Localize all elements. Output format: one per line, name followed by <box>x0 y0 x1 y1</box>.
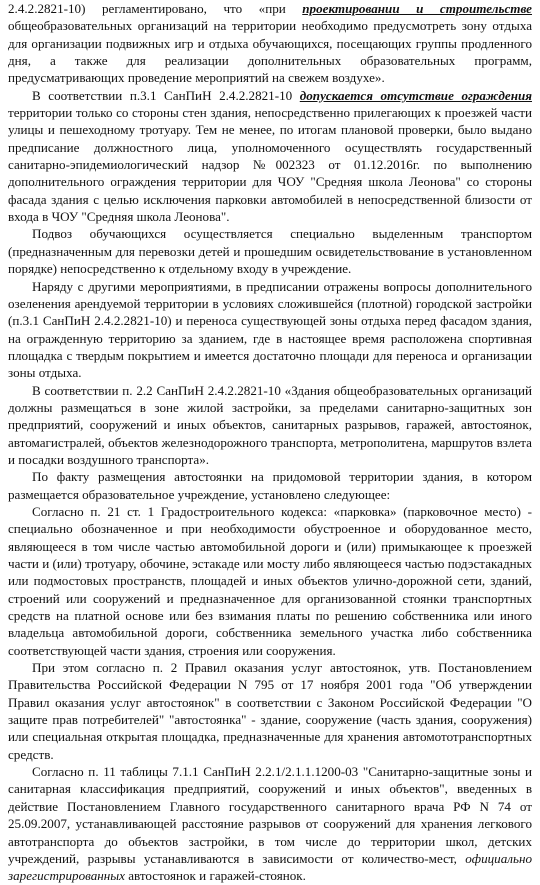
text-run: автостоянок и гаражей-стоянок. <box>124 868 306 884</box>
paragraph <box>8 503 532 659</box>
text-run: По факту размещения автостоянки на придомовой территории здания, в котором размещается образовательное учреждение, установлено следующее: <box>8 469 532 502</box>
text-run: Наряду с другими мероприятиями, в предписании отражены вопросы дополнительного озеленения арендуемой территории в условиях сложившейся (плотной) городской застройки (п.3.1 СанПиН 2.4.2.2821-10) и переноса существующей зоны отдыха перед фасадом здания, на огражденную территорию за зданием, где в настоящее время расположена спортивная площадка с твердым покрытием и имеется достаточно площади для переноса и организации зоны отдыха. <box>8 278 532 381</box>
text-run: территории только со стороны стен здания, непосредственно прилегающих к проезжей части улицы и пешеходному тротуару. Тем не менее, по итогам плановой проверки, было выдано предписание должностного лица, уполномоченного осуществлять государственный санитарно-эпидемиологический надзор №002323 от 01.12.2016г. по выполнению дополнительного ограждения территории для ЧОУ "Средняя школа Леонова" со стороны фасада здания с целью исключения парковки автомобилей в непосредственной близости от входа в ЧОУ "Средняя школа Леонова". <box>8 105 532 225</box>
text-run: В соответствии п.3.1 СанПиН 2.4.2.2821-10 <box>32 87 300 103</box>
paragraph <box>8 468 532 503</box>
paragraph <box>8 763 532 884</box>
text-run: Подвоз обучающихся осуществляется специально выделенным транспортом (предназначенным для перевозки детей и прошедшим освидетельствование в установленном порядке) непосредственно к отдельному входу в учреждение. <box>8 226 532 277</box>
emphasized-text: допускается отсутствие ограждения <box>299 87 532 103</box>
emphasized-text: проектировании и строительстве <box>302 1 532 16</box>
text-run: Согласно п. 21 ст. 1 Градостроительного кодекса: «парковка» (парковочное место) - специально обозначенное и при необходимости обустроенное и оборудованное место, являющееся в том числе частью автомобильной дороги и (или) примыкающее к проезжей части и (или) тротуару, обочине, эстакаде или мосту либо являющееся частью подэстакадных или подмостовых пространств, площадей и иных объектов улично-дорожной сети, зданий, строений или сооружений и предназначенное для организованной стоянки транспортных средств на платной основе или без взимания платы по решению собственника или иного владельца автомобильной дороги, собственника земельного участка либо собственника соответствующей части здания, строения или сооружения. <box>8 503 532 658</box>
paragraph <box>8 0 532 87</box>
paragraph <box>8 225 532 277</box>
text-run: общеобразовательных организаций на территории необходимо предусмотреть зону отдыха для организации подвижных игр и отдыха обучающихся, посещающих группы продленного дня, а также для реализации дополнительных образовательных программ, предусматривающих проведение мероприятий на свежем воздухе». <box>8 18 532 86</box>
text-run: Согласно п. 11 таблицы 7.1.1 СанПиН 2.2.1/2.1.1.1200-03 "Санитарно-защитные зоны и санитарная классификация предприятий, сооружений и иных объектов", введенных в действие Постановлением Главного государственного санитарного врача РФ N 74 от 25.09.2007, устанавливающей расстояние разрывов от сооружений для хранения легкового автотранспорта до объектов застройки, в том числе до территории школ, детских учреждений, разрывы устанавливаются в зависимости от количество-мест, <box>8 764 532 866</box>
paragraph <box>8 278 532 382</box>
paragraph <box>8 382 532 469</box>
paragraph <box>8 659 532 763</box>
paragraph <box>8 87 532 226</box>
document-body <box>8 0 532 885</box>
emphasized-text: официально зарегистрированных <box>8 850 532 884</box>
text-run: При этом согласно п. 2 Правил оказания услуг автостоянок, утв. Постановлением Правительства Российской Федерации N 795 от 17 ноября 2001 года "Об утверждении Правил оказания услуг автостоянок" в соответствии с Законом Российской Федерации "О защите прав потребителей" "автостоянка" - здание, сооружение (часть здания, сооружения) или специальная открытая площадка, предназначенные для хранения автомототранспортных средств. <box>8 660 532 762</box>
text-run: 2.4.2.2821-10) регламентировано, что «при <box>8 1 303 16</box>
text-run: В соответствии п. 2.2 СанПиН 2.4.2.2821-10 «Здания общеобразовательных организаций должны размещаться в зоне жилой застройки, за пределами санитарно-защитных зон предприятий, сооружений и иных объектов, санитарных разрывов, гаражей, автостоянок, автомагистралей, объектов железнодорожного транспорта, метрополитена, маршрутов взлета и посадки воздушного транспорта». <box>8 382 532 467</box>
